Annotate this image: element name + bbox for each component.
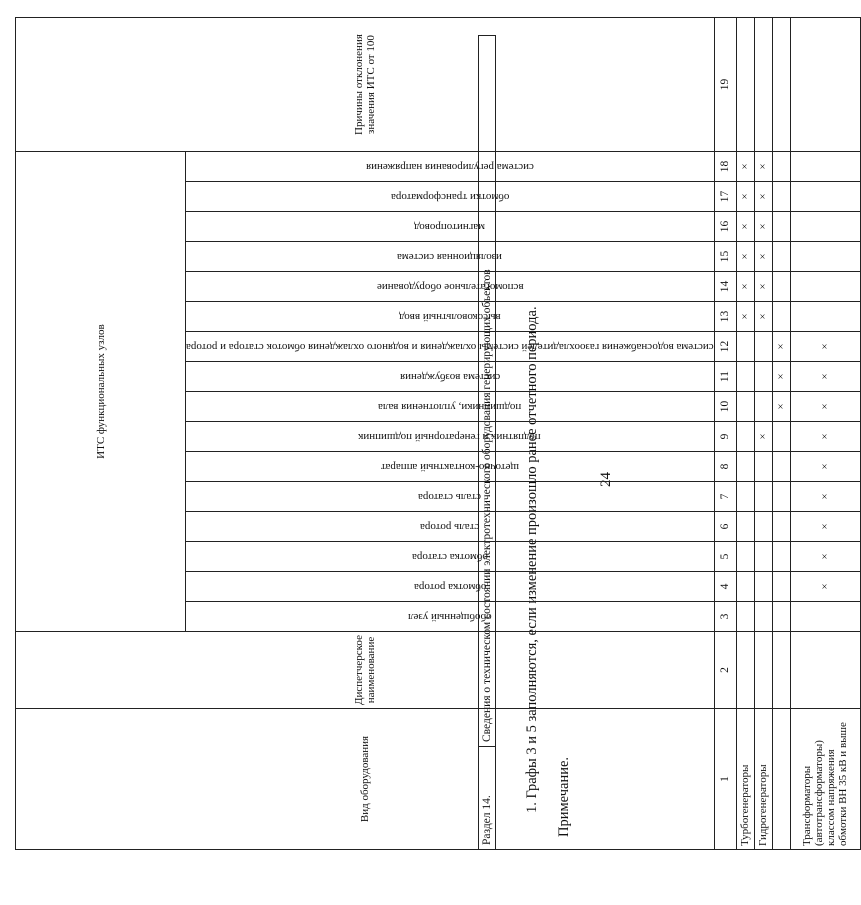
- cell-mark: [754, 392, 772, 422]
- header-reason: Причины отклонения значения ИТС от 100: [16, 18, 715, 152]
- column-number: 7: [714, 482, 736, 512]
- row-label: Турбогенераторы: [736, 709, 754, 850]
- header-node: [186, 182, 715, 212]
- numbering-row: [714, 18, 736, 850]
- header-node: [186, 302, 715, 332]
- column-number: 13: [714, 302, 736, 332]
- cell-mark: [736, 572, 754, 602]
- header-node-label: система водоснабжения газоохладителей системы охлаждения и водяного охлаждения обмоток статора и ротора: [186, 341, 714, 354]
- column-number: 9: [714, 422, 736, 452]
- column-number: 11: [714, 362, 736, 392]
- cell-mark: ×: [736, 152, 754, 182]
- header-node: [186, 452, 715, 482]
- cell-mark: ×: [790, 332, 860, 362]
- column-number: 1: [714, 709, 736, 850]
- cell-mark: [790, 272, 860, 302]
- cell-mark: ×: [790, 512, 860, 542]
- column-number: 5: [714, 542, 736, 572]
- header-node: [186, 332, 715, 362]
- cell-mark: ×: [754, 212, 772, 242]
- cell-mark: [754, 452, 772, 482]
- cell-mark: [754, 18, 772, 152]
- cell-mark: ×: [736, 182, 754, 212]
- cell-mark: ×: [736, 302, 754, 332]
- header-node-label: щеточно-контактный аппарат: [380, 461, 519, 474]
- cell-mark: [790, 18, 860, 152]
- cell-mark: ×: [790, 362, 860, 392]
- cell-mark: [772, 632, 790, 709]
- cell-mark: ×: [754, 152, 772, 182]
- cell-mark: ×: [790, 422, 860, 452]
- cell-mark: [772, 572, 790, 602]
- header-group: ИТС функциональных узлов: [16, 152, 186, 632]
- table-row: [772, 18, 790, 850]
- cell-mark: [772, 18, 790, 152]
- note-line: 1. Графы 3 и 5 заполняются, если изменение произошло ранее отчетного периода.: [524, 306, 540, 813]
- row-label: [772, 709, 790, 850]
- cell-mark: ×: [790, 572, 860, 602]
- row-label: Трансформаторы (автотрансформаторы) классом напряжения обмотки ВН 35 кВ и выше: [790, 709, 860, 850]
- cell-mark: [790, 302, 860, 332]
- cell-mark: ×: [754, 422, 772, 452]
- column-number: 8: [714, 452, 736, 482]
- column-number: 17: [714, 182, 736, 212]
- cell-mark: [736, 332, 754, 362]
- cell-mark: [772, 212, 790, 242]
- cell-mark: ×: [772, 392, 790, 422]
- cell-mark: [754, 332, 772, 362]
- cell-mark: [790, 602, 860, 632]
- header-node-label: изоляционная система: [397, 251, 503, 264]
- header-node-label: подпятник и генераторный подшипник: [358, 431, 542, 444]
- section-title: Сведения о техническом состоянии электротехнического оборудования генерирующих объектов: [478, 35, 496, 746]
- header-node-label: подшипники, уплотнения вала: [378, 401, 522, 414]
- cell-mark: [736, 512, 754, 542]
- cell-mark: ×: [736, 242, 754, 272]
- header-node-label: система регулирования напряжения: [365, 161, 534, 174]
- cell-mark: [772, 512, 790, 542]
- cell-mark: ×: [754, 272, 772, 302]
- cell-mark: [754, 602, 772, 632]
- header-node-label: обмотка ротора: [413, 581, 486, 594]
- cell-mark: [790, 632, 860, 709]
- cell-mark: [772, 182, 790, 212]
- cell-mark: ×: [790, 482, 860, 512]
- header-node: [186, 362, 715, 392]
- header-node: [186, 542, 715, 572]
- header-node: [186, 242, 715, 272]
- cell-mark: [772, 272, 790, 302]
- page-number: 24: [598, 472, 614, 487]
- header-node: [186, 212, 715, 242]
- cell-mark: [736, 18, 754, 152]
- cell-mark: ×: [772, 332, 790, 362]
- cell-mark: [772, 152, 790, 182]
- column-number: 4: [714, 572, 736, 602]
- header-node-label: сталь ротора: [420, 521, 480, 534]
- cell-mark: [754, 632, 772, 709]
- column-number: 2: [714, 632, 736, 709]
- table-row: [754, 18, 772, 850]
- header-node-label: обобщенный узел: [408, 611, 492, 624]
- header-node: [186, 482, 715, 512]
- cell-mark: [772, 542, 790, 572]
- cell-mark: [754, 512, 772, 542]
- header-node-label: обмотки трансформатора: [390, 191, 509, 204]
- cell-mark: ×: [754, 242, 772, 272]
- header-node-label: вспомогательное оборудование: [376, 281, 524, 294]
- column-number: 3: [714, 602, 736, 632]
- cell-mark: [790, 152, 860, 182]
- cell-mark: [790, 212, 860, 242]
- header-node-label: обмотка статора: [411, 551, 488, 564]
- cell-mark: [790, 242, 860, 272]
- cell-mark: [772, 242, 790, 272]
- cell-mark: [754, 482, 772, 512]
- header-node-label: сталь статора: [418, 491, 482, 504]
- column-number: 14: [714, 272, 736, 302]
- cell-mark: [772, 452, 790, 482]
- cell-mark: [736, 422, 754, 452]
- header-node: [186, 572, 715, 602]
- cell-mark: [772, 302, 790, 332]
- cell-mark: [772, 602, 790, 632]
- cell-mark: ×: [790, 542, 860, 572]
- cell-mark: ×: [790, 452, 860, 482]
- table-row: [736, 18, 754, 850]
- header-dispatch: Диспетчерское наименование: [16, 632, 715, 709]
- cell-mark: [790, 182, 860, 212]
- cell-mark: [754, 542, 772, 572]
- note-title: Примечание.: [556, 756, 572, 837]
- header-node: [186, 152, 715, 182]
- its-table: [15, 17, 861, 850]
- cell-mark: [736, 632, 754, 709]
- row-label: Гидрогенераторы: [754, 709, 772, 850]
- cell-mark: ×: [790, 392, 860, 422]
- cell-mark: [754, 362, 772, 392]
- cell-mark: ×: [754, 302, 772, 332]
- column-number: 19: [714, 18, 736, 152]
- header-node-label: система возбуждения: [399, 371, 500, 384]
- cell-mark: ×: [772, 362, 790, 392]
- cell-mark: [736, 482, 754, 512]
- cell-mark: [754, 572, 772, 602]
- section-label: Раздел 14.: [478, 746, 496, 850]
- cell-mark: [736, 542, 754, 572]
- header-node-label: магнитопровод: [414, 221, 486, 234]
- header-node: [186, 602, 715, 632]
- header-node: [186, 512, 715, 542]
- cell-mark: ×: [754, 182, 772, 212]
- cell-mark: [736, 392, 754, 422]
- cell-mark: ×: [736, 272, 754, 302]
- column-number: 6: [714, 512, 736, 542]
- cell-mark: [772, 482, 790, 512]
- cell-mark: [736, 362, 754, 392]
- header-node: [186, 392, 715, 422]
- header-row: [16, 18, 186, 850]
- cell-mark: [772, 422, 790, 452]
- header-equipment: Вид оборудования: [16, 709, 715, 850]
- column-number: 10: [714, 392, 736, 422]
- cell-mark: ×: [736, 212, 754, 242]
- cell-mark: [736, 602, 754, 632]
- header-node: [186, 422, 715, 452]
- header-node-label: высоковольтный ввод: [398, 311, 501, 324]
- cell-mark: [736, 452, 754, 482]
- column-number: 18: [714, 152, 736, 182]
- column-number: 15: [714, 242, 736, 272]
- header-node: [186, 272, 715, 302]
- column-number: 16: [714, 212, 736, 242]
- column-number: 12: [714, 332, 736, 362]
- table-row: [790, 18, 860, 850]
